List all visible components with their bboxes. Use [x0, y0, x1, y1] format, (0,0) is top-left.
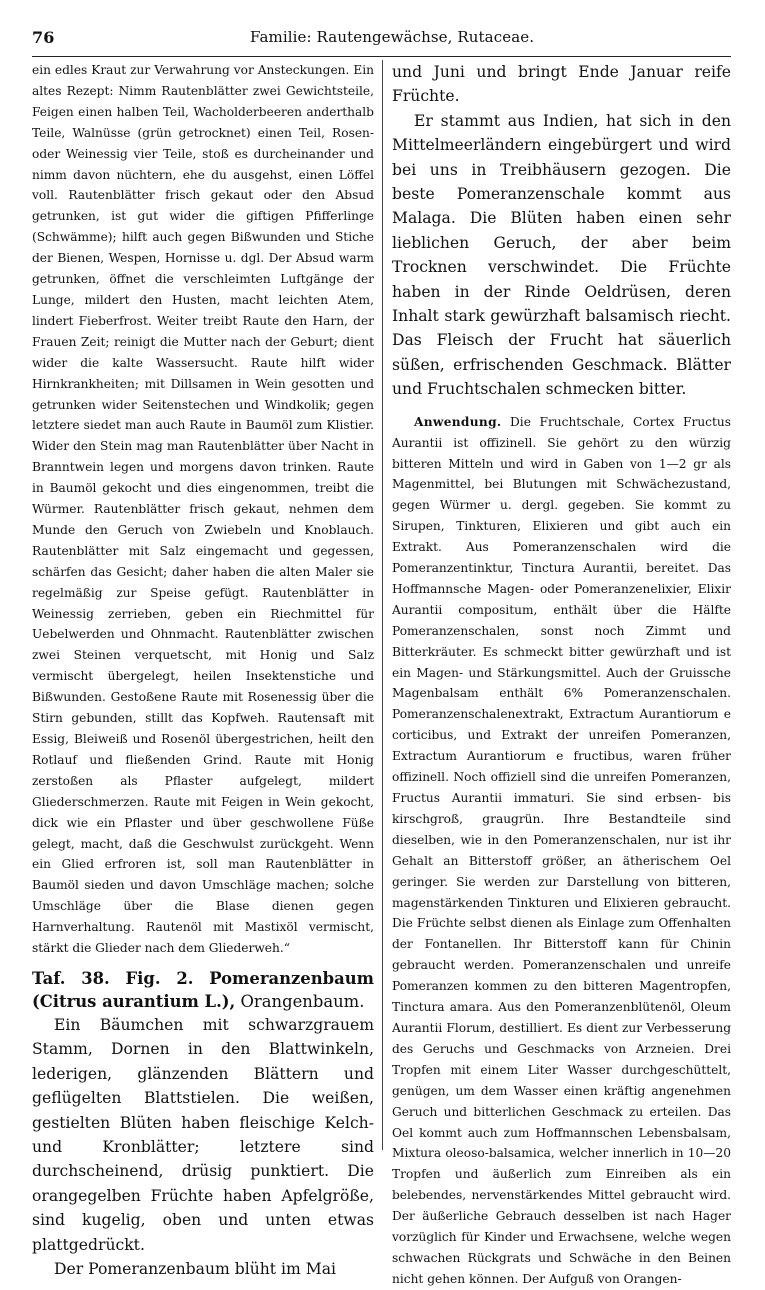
section-heading-bold: Taf. 38. Fig. 2. Pomeranzenbaum (Citrus aurantium L.), — [32, 968, 374, 1011]
rue-recipe-paragraph: ein edles Kraut zur Verwahrung vor Ansteckungen. Ein altes Rezept: Nimm Rautenblätter zwei Gewichtsteile, Feigen einen halben Teil, Wacholderbeeren anderthalb Teile, Walnüsse (grün getrocknet) einen Teil, Rosen- oder Weinessig vier Teile, stoß es durcheinander und nimm davon nüchtern, ehe du ausgehst, einen Löffel voll. Rautenblätter frisch gekaut oder den Absud getrunken, ist gut wider die giftigen Pfifferlinge (Schwämme); hilft auch gegen Bißwunden und Stiche der Bienen, Wespen, Hornisse u. dgl. Der Absud warm getrunken, öffnet die verschleimten Luftgänge der Lunge, mildert den Husten, macht leichten Atem, lindert Fieberfrost. Weiter treibt Raute den Harn, der Frauen Zeit; reinigt die Mutter nach der Geburt; dient wider die kalte Wassersucht. Raute hilft wider Hirnkrankheiten; mit Dillsamen in Wein gesotten und getrunken wider Seitenstechen und Windkolik; gegen letztere siedet man auch Raute in Baumöl zum Klistier. Wider den Stein mag man Rautenblätter über Nacht in Branntwein legen und morgens davon trinken. Raute in Baumöl gekocht und dies eingenommen, treibt die Würmer. Rautenblätter frisch gekaut, nehmen dem Munde den Geruch von Zwiebeln und Knoblauch. Rautenblätter mit Salz eingemacht und gegessen, schärfen das Gesicht; daher haben die alten Maler sie regelmäßig zur Speise gefügt. Rautenblätter in Weinessig zerrieben, geben ein Riechmittel für Uebelwerden und Ohnmacht. Rautenblätter zwischen zwei Steinen verquetscht, mit Honig und Salz vermischt übergelegt, heilen Insektenstiche und Bißwunden. Gestoßene Raute mit Rosenessig über die Stirn gebunden, stillt das Kopfweh. Rautensaft mit Essig, Bleiweiß und Rosenöl übergestrichen, heilt den Rotlauf und fließenden Grind. Raute mit Honig zerstoßen als Pflaster aufgelegt, mildert Gliederschmerzen. Raute mit Feigen in Wein gekocht, dick wie ein Pflaster und über geschwollene Füße gelegt, macht, daß die Geschwulst zurückgeht. Wenn ein Glied erfroren ist, soll man Rautenblätter in Baumöl sieden und davon Umschläge machen; solche Umschläge über die Blase dienen gegen Harnverhaltung. Rautenöl mit Mastixöl vermischt, stärkt die Glieder nach dem Gliederweh.“ — [32, 63, 374, 956]
flowering-continued: und Juni und bringt Ende Januar reife Früchte. — [392, 63, 731, 106]
description-paragraph: Ein Bäumchen mit schwarzgrauem Stamm, Dornen in den Blattwinkeln, lederigen, glänzenden Blättern und geflügelten Blattstielen. Die weißen, gestielten Blüten haben fleischige Kelch- und Kronblätter; letztere sind durchscheinend, drüsig punktiert. Die orangegelben Früchte haben Apfelgröße, sind kugelig, oben und unten etwas plattgedrückt. — [32, 1015, 374, 1254]
right-column — [392, 60, 731, 1290]
section-heading-rest: Orangenbaum. — [235, 991, 365, 1011]
column-divider — [382, 60, 383, 1150]
origin-paragraph: Er stammt aus Indien, hat sich in den Mittelmeerländern eingebürgert und wird bei uns in Treibhäusern gezogen. Die beste Pomeranzenschale kommt aus Malaga. Die Blüten haben einen sehr lieblichen Geruch, der aber beim Trocknen verschwindet. Die Früchte haben in der Rinde Oeldrüsen, deren Inhalt stark gewürzhaft balsamisch riecht. Das Fleisch der Frucht hat säuerlich süßen, erfrischenden Geschmack. Blätter und Fruchtschalen schmecken bitter. — [392, 111, 731, 399]
usage-text: Die Fruchtschale, Cortex Fructus Aurantii ist offizinell. Sie gehört zu den würzig bitteren Mitteln und wird in Gaben von 1—2 gr als Magenmittel, bei Blutungen mit Schwächezustand, gegen Würmer u. dergl. gegeben. Sie kommt zu Sirupen, Tinkturen, Elixieren und gibt auch ein Extrakt. Aus Pomeranzenschalen wird die Pomeranzentinktur, Tinctura Aurantii, bereitet. Das Hoffmannsche Magen- oder Pomeranzenelixier, Elixir Aurantii compositum, enthält über die Hälfte Pomeranzenschalen, sonst noch Zimmt und Bitterkräuter. Es schmeckt bitter gewürzhaft und ist ein Magen- und Stärkungsmittel. Auch der Gruissche Magenbalsam enthält 6% Pomeranzenschalen. Pomeranzenschalenextrakt, Extractum Aurantiorum e corticibus, und Extrakt der unreifen Pomeranzen, Extractum Aurantiorum e fructibus, waren früher offizinell. Noch offiziell sind die unreifen Pomeranzen, Fructus Aurantii immaturi. Sie sind erbsen- bis kirschgroß, graugrün. Ihre Bestandteile sind dieselben, wie in den Pomeranzenschalen, nur ist ihr Gehalt an Bitterstoff größer, an ätherischem Oel geringer. Sie werden zur Darstellung von bitteren, magenstärkenden Tinkturen und Elixieren gebraucht. Die Früchte selbst dienen als Einlage zum Offenhalten der Fontanellen. Ihr Bitterstoff kann für Chinin gebraucht werden. Pomeranzenschalen und unreife Pomeranzen kommen zu den bitteren Magentropfen, Tinctura amara. Aus den Pomeranzenblütenöl, Oleum Aurantii Florum, destilliert. Es dient zur Verbesserung des Geruchs und Geschmacks von Arzneien. Drei Tropfen mit einem Liter Wasser durchgeschüttelt, genügen, um dem Wasser einen kräftig angenehmen Geruch und bitterlichen Geschmack zu erteilen. Das Oel kommt auch zum Hoffmannschen Lebensbalsam, Mixtura oleoso-balsamica, welcher innerlich in 10—20 Tropfen und äußerlich zum Einreiben als ein belebendes, nervenstärkendes Mittel gebraucht wird. Der äußerliche Gebrauch desselben ist nach Hager vorzüglich für Kinder und Erwachsene, welche wegen schwachen Rückgrats und Schwäche in den Beinen nicht gehen können. Der Aufguß von Orangen- — [392, 414, 731, 1286]
usage-label: Anwendung. — [414, 414, 502, 429]
header-rule — [32, 56, 731, 57]
section-heading — [32, 967, 374, 1013]
running-title: Familie: Rautengewächse, Rutaceae. — [250, 28, 535, 46]
flowering-paragraph: Der Pomeranzenbaum blüht im Mai — [54, 1260, 337, 1279]
left-column — [32, 60, 374, 1281]
page-header — [32, 28, 725, 52]
page-number: 76 — [32, 28, 55, 47]
usage-paragraph — [392, 412, 731, 1290]
